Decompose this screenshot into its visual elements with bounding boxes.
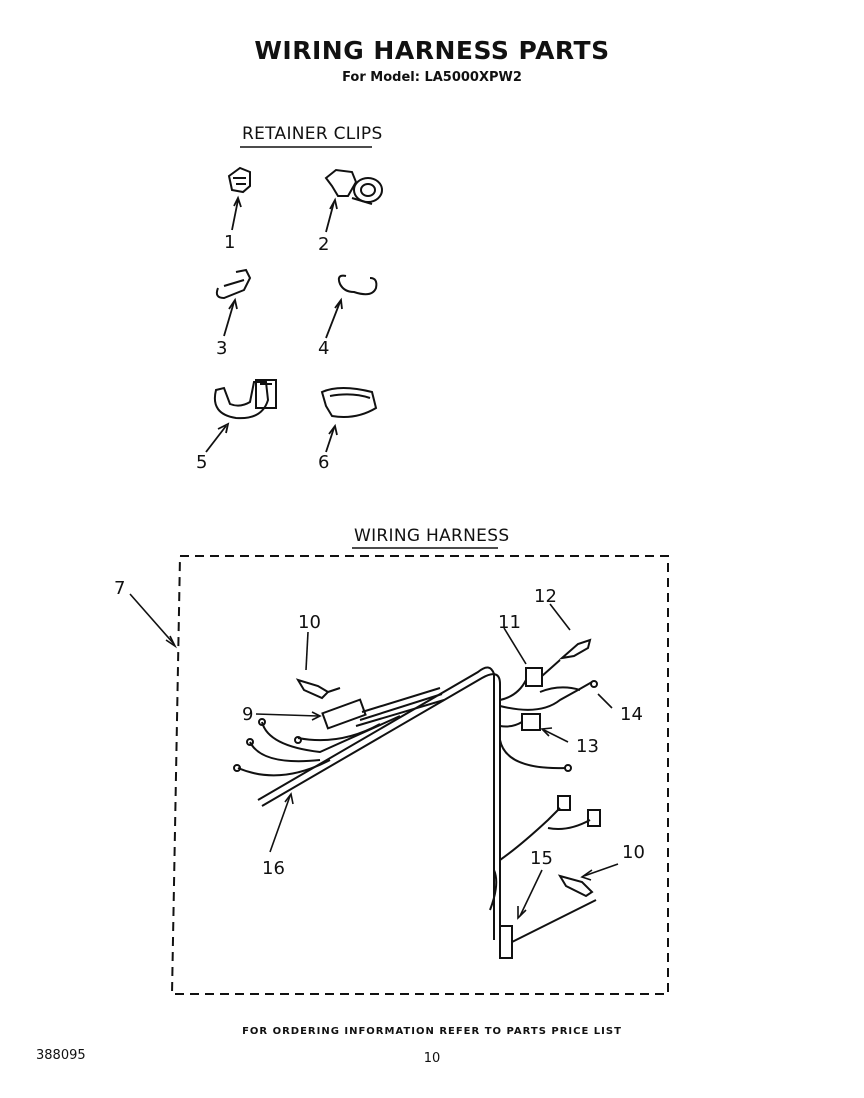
callout-12: 12 — [534, 586, 557, 607]
callout-4: 4 — [318, 338, 330, 359]
callout-5: 5 — [196, 452, 208, 473]
callout-15: 15 — [530, 848, 553, 869]
callout-7: 7 — [114, 578, 126, 599]
document-code: 388095 — [36, 1048, 86, 1063]
retainer-clips-heading: RETAINER CLIPS — [242, 124, 383, 144]
terminal-14 — [500, 681, 597, 710]
clip-part-5 — [215, 380, 276, 418]
callout-9: 9 — [242, 704, 254, 725]
callout-16: 16 — [262, 858, 285, 879]
clip-part-1 — [229, 168, 250, 192]
callout-1: 1 — [224, 232, 236, 253]
callout-11: 11 — [498, 612, 521, 633]
callout-6: 6 — [318, 452, 330, 473]
clip-part-6 — [322, 388, 376, 417]
clip-part-4 — [339, 276, 377, 295]
wiring-harness-heading: WIRING HARNESS — [354, 526, 510, 546]
callout-13: 13 — [576, 736, 599, 757]
clip-part-3 — [217, 270, 250, 298]
terminal-12 — [562, 640, 590, 658]
page-number: 10 — [423, 1051, 441, 1066]
callout-3: 3 — [216, 338, 228, 359]
clip-part-2 — [326, 170, 382, 204]
ordering-note: FOR ORDERING INFORMATION REFER TO PARTS PRICE LIST — [242, 1026, 622, 1037]
callout-2: 2 — [318, 234, 330, 255]
connector-13 — [500, 714, 571, 771]
terminal-block-15 — [500, 900, 596, 958]
model-subtitle: For Model: LA5000XPW2 — [342, 70, 522, 85]
terminal-10-left — [298, 680, 340, 698]
callout-10-left: 10 — [298, 612, 321, 633]
harness-trunk — [258, 667, 500, 944]
connector-11 — [500, 660, 560, 700]
callout-14: 14 — [620, 704, 643, 725]
page-title: WIRING HARNESS PARTS — [254, 36, 610, 65]
callout-10-right: 10 — [622, 842, 645, 863]
